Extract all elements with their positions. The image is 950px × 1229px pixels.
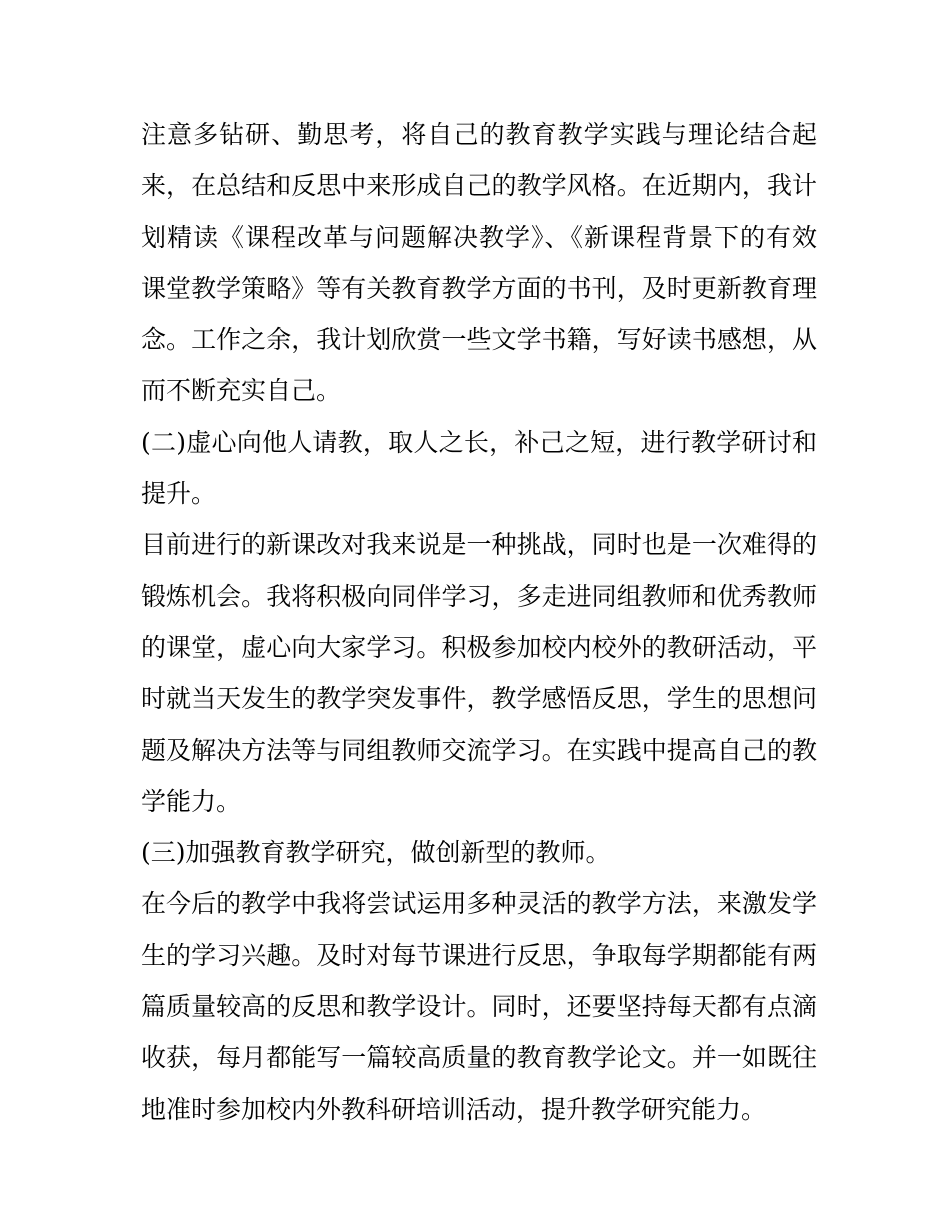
text-line-17: 生的学习兴趣。及时对每节课进行反思，争取每学期都能有两 xyxy=(141,940,817,970)
text-line-13: 题及解决方法等与同组教师交流学习。在实践中提高自己的教 xyxy=(141,735,817,765)
section-heading-2-line-2: 提升。 xyxy=(141,479,217,509)
text-line-16: 在今后的教学中我将尝试运用多种灵活的教学方法，来激发学 xyxy=(141,889,817,919)
document-body xyxy=(141,109,817,1135)
section-heading-2-line-1: (二)虚心向他人请教，取人之长，补己之短，进行教学研讨和 xyxy=(141,427,817,457)
text-line-5: 念。工作之余，我计划欣赏一些文学书籍，写好读书感想，从 xyxy=(141,325,817,355)
text-line-14: 学能力。 xyxy=(141,786,242,816)
text-line-18: 篇质量较高的反思和教学设计。同时，还要坚持每天都有点滴 xyxy=(141,992,817,1022)
section-heading-3: (三)加强教育教学研究，做创新型的教师。 xyxy=(141,838,611,868)
text-line-2: 来，在总结和反思中来形成自己的教学风格。在近期内，我计 xyxy=(141,171,817,201)
text-line-12: 时就当天发生的教学突发事件，教学感悟反思，学生的思想问 xyxy=(141,684,817,714)
text-line-6: 而不断充实自己。 xyxy=(141,376,342,406)
text-line-19: 收获，每月都能写一篇较高质量的教育教学论文。并一如既往 xyxy=(141,1043,817,1073)
text-line-4: 课堂教学策略》等有关教育教学方面的书刊，及时更新教育理 xyxy=(141,273,817,303)
text-line-1: 注意多钻研、勤思考，将自己的教育教学实践与理论结合起 xyxy=(141,120,817,149)
text-line-10: 锻炼机会。我将积极向同伴学习，多走进同组教师和优秀教师 xyxy=(141,581,817,611)
text-line-11: 的课堂，虚心向大家学习。积极参加校内校外的教研活动，平 xyxy=(141,632,817,662)
text-line-20: 地准时参加校内外教科研培训活动，提升教学研究能力。 xyxy=(141,1094,767,1124)
text-line-3: 划精读《课程改革与问题解决教学》、《新课程背景下的有效 xyxy=(141,222,817,252)
text-line-9: 目前进行的新课改对我来说是一种挑战，同时也是一次难得的 xyxy=(141,530,817,560)
